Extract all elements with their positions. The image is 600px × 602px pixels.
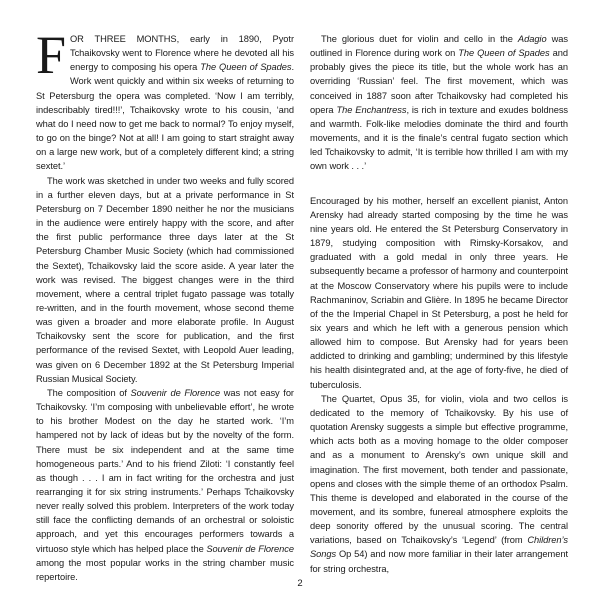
paragraph-sextet-history: The work was sketched in under two weeks and fully scored in a further eleven days, but at a private performance in St Petersburg on 7 December 1890 neither he nor the musicians in the audience were entirely happy with the score, and after the first public performance three days later at the St Petersburg Chamber Music Society (which had commissioned the Sextet), Tchaikovsky laid the score aside. A year later the work was revised. The biggest changes were in the third movement, where a central triplet fugato passage was totally re-written, and in the fourth movement, whose second theme was given a broader and more elaborate profile. In August Tchaikovsky sent the score for publication, and the first performance of the revised Sextet, with Leopold Auer leading, was given on 6 December 1892 at the St Petersburg Imperial Russian Musical Society. [36, 175, 294, 384]
page-number: 2 [297, 578, 303, 589]
paragraph-composition [36, 386, 294, 584]
paragraph-quartet [310, 392, 568, 576]
work-title: The Queen of Spades [458, 48, 550, 59]
text-run: Op 54) and now more familiar in their later arrangement for string orchestra, [310, 549, 568, 574]
paragraph-intro [36, 25, 294, 174]
drop-cap: F [36, 25, 66, 85]
paragraph-arensky-bio: Encouraged by his mother, herself an excellent pianist, Anton Arensky had already started composing by the time he was nine years old. He entered the St Petersburg Conservatory in 1879, studying composition with Rimsky-Korsakov, and graduated with a gold medal in only three years. He subsequently became a professor of harmony and counterpoint at the Moscow Conservatory where his pupils were to include Rachmaninov, Scriabin and Glière. In 1895 he became Director of the the Imperial Chapel in St Petersburg, a post he held for six years and which he left with a generous pension which allowed him to compose. But Arensky had for years been addicted to drinking and gambling; undermined by this lifestyle his health disintegrated and, at the age of forty-five, he died of tuberculosis. [310, 195, 568, 390]
work-title: The Queen of Spades [200, 62, 292, 73]
right-column [310, 32, 568, 576]
work-title: Adagio [517, 34, 547, 44]
paragraph-adagio [310, 32, 568, 174]
text-run: The Quartet, Opus 35, for violin, viola and two cellos is dedicated to the memory of Tchaikovsky. By his use of quotation Arensky suggests a simple but effective programme, which acts both as a moving homage to the older composer and as a monument to Arensky’s own unique skill and imagination. The first movement, both tender and passionate, opens and closes with the simple theme of an orthodox Psalm. This theme is developed and elaborated in the course of the movement, and its sombre, funereal atmosphere exploits the deep sonority offered by the unusual scoring. The central variations, based on Tchaikovsky’s ‘Legend’ (from [310, 393, 568, 546]
lead-in: OR THREE MONTHS, [69, 34, 180, 44]
text-run: and probably gives the piece its title, but the whole work has an overriding ‘Russian’ feel. The first movement, which was conceived in 1887 soon after Tchaikovsky had completed his opera [310, 48, 568, 115]
text-run: , is rich in texture and exudes boldness and warmth. Folk-like melodies dominate the third and fourth movements, and it is the finale’s central fugato section which led Tchaikovsky to admit, ‘It is terrible how thrilled I am with my own work . . .’ [310, 104, 569, 172]
text-run: among the most popular works in the string chamber music repertoire. [36, 557, 294, 582]
text-run: early in 1890, Pyotr Tchaikovsky went to Florence where he devoted all his energy to composing his opera [69, 34, 294, 73]
text-run: The glorious duet for violin and cello in the [321, 34, 518, 44]
text-run: was not easy for Tchaikovsky. ‘I’m composing with unbelievable effort’, he wrote to his brother Modest on the day he started work. ‘I’m hampered not by lack of ideas but by the novelty of the form. There must be six independent and at the same time homogeneous parts.’ And to his friend Ziloti: ‘I constantly feel as though . . . I am in fact writing for the orchestra and just rearranging it for six string instruments.’ Perhaps Tchaikovsky never really solved this problem. Interpreters of the work today still face the conflicting demands of an orchestral or soloistic approach, and yet this encourages performers towards a virtuoso style which has helped place the [36, 387, 294, 554]
text-run: . Work went quickly and within six weeks of returning to St Petersburg the opera was completed. ‘Now I am terribly, indescribably tired!!!’, Tchaikovsky wrote to his cousin, ‘and what do I need now to get me back to normal? To enjoy myself, to go on the binge? Not at all! I am going to start straight away on a large new work, but of a completely different kind; a string sextet.’ [36, 62, 294, 172]
text-run: The composition of [47, 387, 131, 398]
work-title: Children’s Songs [310, 535, 568, 560]
work-title: Souvenir de Florence [130, 387, 221, 398]
work-title: Souvenir de Florence [206, 543, 294, 554]
work-title: The Enchantress [336, 104, 407, 115]
text-run: was outlined in Florence during work on [310, 34, 568, 59]
left-column [36, 25, 294, 584]
